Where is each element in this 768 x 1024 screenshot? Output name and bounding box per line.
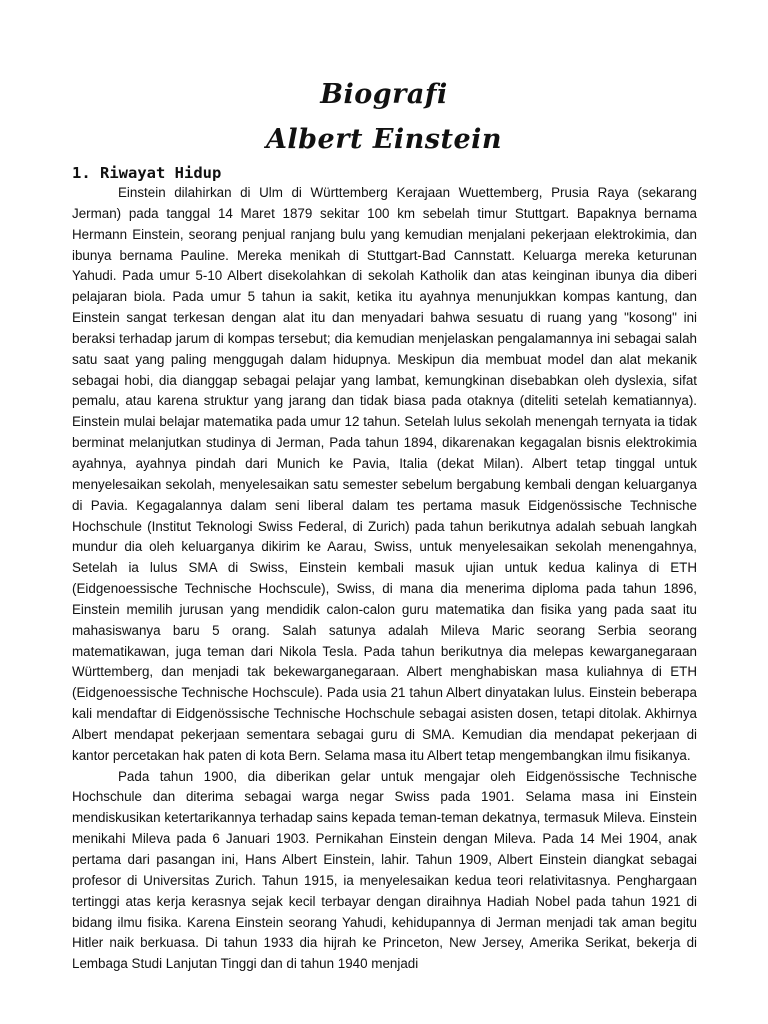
title-line-albert-einstein: Albert Einstein [265,124,503,155]
paragraph: Pada tahun 1900, dia diberikan gelar untuk mengajar oleh Eidgenössische Technische Hochschule dan diterima sebagai warga negar Swiss pada 1901. Selama masa ini Einstein mendiskusikan ketertarikannya terhadap sains kepada teman-teman dekatnya, termasuk Mileva. Einstein menikahi Mileva pada 6 Januari 1903. Pernikahan Einstein dengan Mileva. Pada 14 Mei 1904, anak pertama dari pasangan ini, Hans Albert Einstein, lahir. Tahun 1909, Albert Einstein diangkat sebagai profesor di Universitas Zurich. Tahun 1915, ia menyelesaikan kedua teori relativitasnya. Penghargaan tertinggi atas kerja kerasnya sejak kecil terbayar dengan diraihnya Hadiah Nobel pada tahun 1921 di bidang ilmu fisika. Karena Einstein seorang Yahudi, kehidupannya di Jerman menjadi tak aman begitu Hitler naik berkuasa. Di tahun 1933 dia hijrah ke Princeton, New Jersey, Amerika Serikat, bekerja di Lembaga Studi Lanjutan Tinggi dan di tahun 1940 menjadi [72,768,697,972]
body-text [72,183,697,975]
title-line-biografi: Biografi [320,79,448,110]
document-title [0,72,768,162]
section-heading-riwayat-hidup: 1. Riwayat Hidup [72,164,222,182]
paragraph: Einstein dilahirkan di Ulm di Württemberg Kerajaan Wuettemberg, Prusia Raya (sekarang Jerman) pada tanggal 14 Maret 1879 sekitar 100 km sebelah timur Stuttgart. Bapaknya bernama Hermann Einstein, seorang penjual ranjang bulu yang kemudian menjalani pekerjaan elektrokimia, dan ibunya bernama Pauline. Mereka menikah di Stuttgart-Bad Cannstatt. Keluarga mereka keturunan Yahudi. Pada umur 5-10 Albert disekolahkan di sekolah Katholik dan atas keinginan ibunya dia diberi pelajaran biola. Pada umur 5 tahun ia sakit, ketika itu ayahnya menunjukkan kompas kantung, dan Einstein sangat terkesan dengan alat itu dan menyadari bahwa sesuatu di ruang yang "kosong" ini beraksi terhadap jarum di kompas tersebut; dia kemudian menjelaskan pengalamannya ini sebagai salah satu saat yang paling menggugah dalam hidupnya. Meskipun dia membuat model dan alat mekanik sebagai hobi, dia dianggap sebagai pelajar yang lambat, kemungkinan disebabkan oleh dyslexia, sifat pemalu, atau karena struktur yang jarang dan tidak biasa pada otaknya (diteliti setelah kematiannya). Einstein mulai belajar matematika pada umur 12 tahun. Setelah lulus sekolah menengah ternyata ia tidak berminat melanjutkan studinya di Jerman, Pada tahun 1894, dikarenakan kegagalan bisnis elektrokimia ayahnya, ayahnya pindah dari Munich ke Pavia, Italia (dekat Milan). Albert tetap tinggal untuk menyelesaikan sekolah, menyelesaikan satu semester sebelum bergabung kembali dengan keluarganya di Pavia. Kegagalannya dalam seni liberal dalam tes pertama masuk Eidgenössische Technische Hochschule (Institut Teknologi Swiss Federal, di Zurich) pada tahun berikutnya adalah sebuah langkah mundur dia oleh keluarganya dikirim ke Aarau, Swiss, untuk menyelesaikan sekolah menengahnya, Setelah ia lulus SMA di Swiss, Einstein kembali masuk ujian untuk kedua kalinya di ETH (Eidgenoessische Technische Hochscule), Swiss, di mana dia menerima diploma pada tahun 1896, Einstein memilih jurusan yang mendidik calon-calon guru matematika dan fisika yang pada saat itu mahasiswanya baru 5 orang. Salah satunya adalah Mileva Maric seorang Serbia seorang matematikawan, juga teman dari Nikola Tesla. Pada tahun berikutnya dia melepas kewarganegaraan Württemberg, dan menjadi tak bekewarganegaraan. Albert menghabiskan masa kuliahnya di ETH (Eidgenoessische Technische Hochscule). Pada usia 21 tahun Albert dinyatakan lulus. Einstein beberapa kali mendaftar di Eidgenössische Technische Hochschule sebagai asisten dosen, tetapi ditolak. Akhirnya Albert mendapat pekerjaan sementara sebagai guru di SMA. Kemudian dia mendapat pekerjaan di kantor percetakan hak paten di kota Bern. Selama masa itu Albert tetap mengembangkan ilmu fisikanya. [72,185,697,763]
